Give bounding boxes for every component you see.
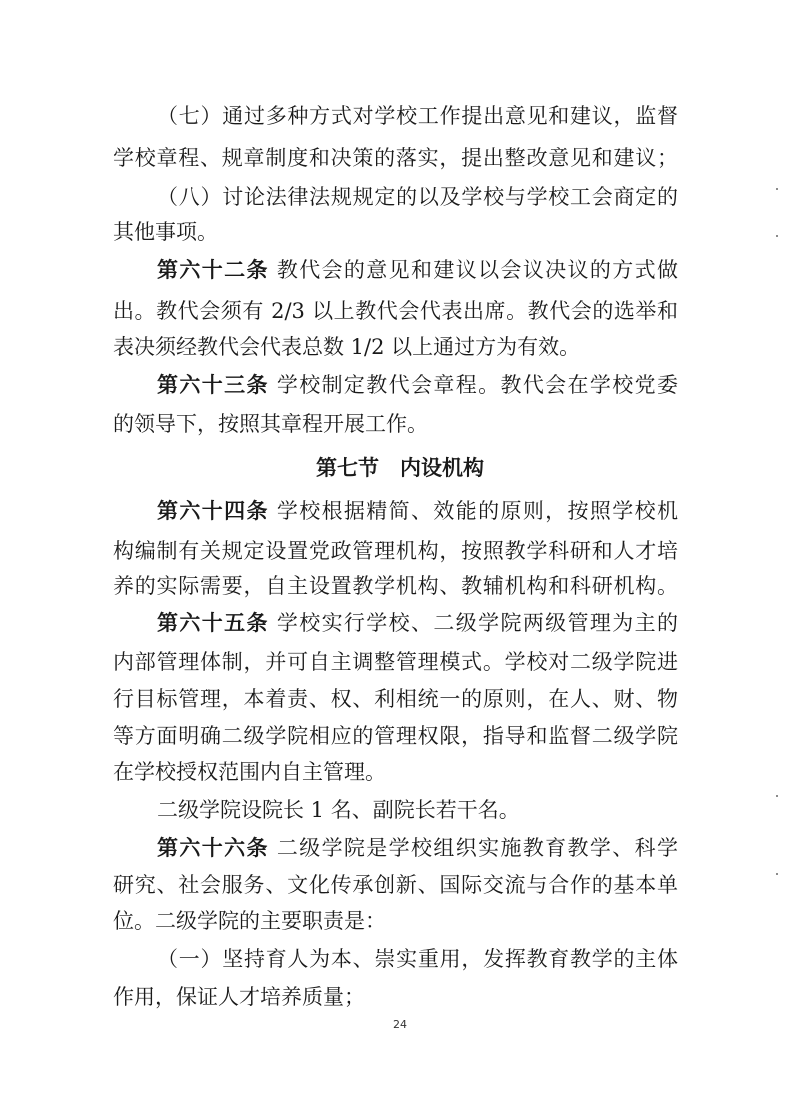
text-line: 研究、社会服务、文化传承创新、国际交流与合作的基本单 (113, 873, 678, 897)
scan-speck (776, 873, 778, 875)
text-line: 其他事项。 (113, 220, 218, 244)
text-line: 位。二级学院的主要职责是： (113, 909, 386, 933)
article-66-text: 二级学院是学校组织实施教育教学、科学 (268, 836, 678, 860)
article-63-text: 学校制定教代会章程。教代会在学校党委 (268, 373, 678, 397)
text-line: 表决须经教代会代表总数 1/2 以上通过方为有效。 (113, 335, 581, 359)
page-number: 24 (393, 1018, 407, 1031)
text-line: （一）坚持育人为本、崇实重用，发挥教育教学的主体 (157, 947, 678, 971)
text-line: 构编制有关规定设置党政管理机构，按照教学科研和人才培 (113, 539, 678, 563)
scan-speck (776, 188, 778, 190)
article-66-title: 第六十六条 (157, 835, 269, 860)
article-63 (157, 371, 678, 399)
text-line: 内部管理体制，并可自主调整管理模式。学校对二级学院进 (113, 650, 678, 674)
article-65 (157, 609, 678, 637)
text-line: 学校章程、规章制度和决策的落实，提出整改意见和建议； (113, 146, 678, 170)
text-line: 二级学院设院长 1 名、副院长若干名。 (157, 798, 520, 822)
text-line: 作用，保证人才培养质量； (113, 985, 365, 1009)
article-64-title: 第六十四条 (157, 498, 269, 523)
article-62 (157, 256, 678, 284)
text-line: （七）通过多种方式对学校工作提出意见和建议，监督 (157, 104, 678, 128)
scan-speck (776, 795, 778, 797)
article-64 (157, 497, 678, 525)
section-heading: 第七节 内设机构 (316, 455, 484, 480)
text-line: 的领导下，按照其章程开展工作。 (113, 412, 428, 436)
text-line: 在学校授权范围内自主管理。 (113, 760, 386, 784)
article-64-text: 学校根据精简、效能的原则，按照学校机 (268, 499, 678, 523)
article-65-text: 学校实行学校、二级学院两级管理为主的 (268, 611, 678, 635)
scan-speck (776, 235, 778, 237)
article-62-text: 教代会的意见和建议以会议决议的方式做 (268, 258, 678, 282)
article-65-title: 第六十五条 (157, 610, 269, 635)
article-63-title: 第六十三条 (157, 372, 269, 397)
article-66 (157, 834, 678, 862)
text-line: 等方面明确二级学院相应的管理权限，指导和监督二级学院 (113, 724, 678, 748)
text-line: 出。教代会须有 2/3 以上教代会代表出席。教代会的选举和 (113, 299, 678, 323)
text-line: （八）讨论法律法规规定的以及学校与学校工会商定的 (157, 185, 678, 209)
text-line: 养的实际需要，自主设置教学机构、教辅机构和科研机构。 (113, 574, 678, 598)
article-62-title: 第六十二条 (157, 257, 269, 282)
text-line: 行目标管理，本着责、权、利相统一的原则，在人、财、物 (113, 687, 678, 711)
